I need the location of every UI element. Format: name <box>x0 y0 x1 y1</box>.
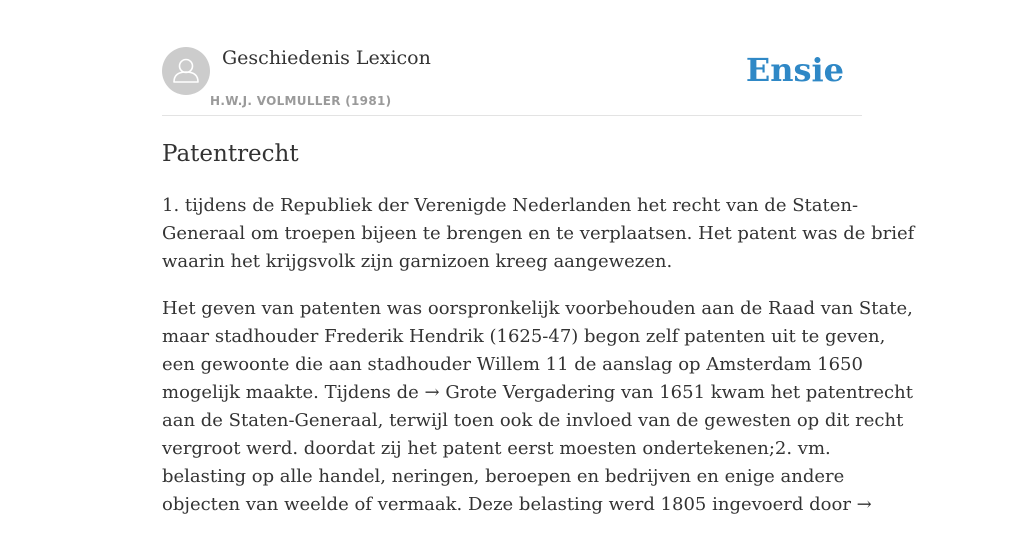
link-cross-reference[interactable]: → <box>856 494 872 515</box>
text-segment: mogelijk maakte. Tijdens de <box>162 382 425 403</box>
source-title[interactable]: Geschiedenis Lexicon <box>222 47 431 69</box>
text-line: Het geven van patenten was oorspronkelijk voorbehouden aan de Raad van State, <box>162 298 913 319</box>
text-line: belasting op alle handel, neringen, beroepen en bedrijven en enige andere <box>162 466 845 487</box>
entry-title: Patentrecht <box>162 141 299 167</box>
entry-header <box>162 0 862 116</box>
text-line: waarin het krijgsvolk zijn garnizoen kreeg aangewezen. <box>162 251 673 272</box>
text-segment: objecten van weelde of vermaak. Deze belasting werd 1805 ingevoerd door <box>162 494 857 515</box>
text-line: een gewoonte die aan stadhouder Willem 11 de aanslag op Amsterdam 1650 <box>162 354 863 375</box>
ensie-logo[interactable]: Ensie <box>745 51 844 89</box>
text-line <box>162 379 913 407</box>
text-line: 1. tijdens de Republiek der Verenigde Nederlanden het recht van de Staten- <box>162 195 859 216</box>
paragraph-2 <box>162 295 913 519</box>
text-line: aan de Staten-Generaal, terwijl toen ook de invloed van de gewesten op dit recht <box>162 410 904 431</box>
source-author[interactable]: H.W.J. VOLMULLER (1981) <box>210 94 392 108</box>
link-grote-vergadering[interactable]: → Grote Vergadering van 1651 <box>424 382 706 403</box>
entry-page <box>162 0 915 515</box>
author-avatar[interactable] <box>162 47 210 95</box>
text-line: maar stadhouder Frederik Hendrik (1625-47) begon zelf patenten uit te geven, <box>162 326 886 347</box>
paragraph-1 <box>162 192 915 276</box>
text-line: vergroot werd. doordat zij het patent eerst moesten ondertekenen;2. vm. <box>162 438 831 459</box>
text-line: Generaal om troepen bijeen te brengen en te verplaatsen. Het patent was de brief <box>162 223 915 244</box>
user-icon <box>162 47 210 95</box>
text-segment: kwam het patentrecht <box>705 382 913 403</box>
entry-body <box>162 192 915 538</box>
text-line <box>162 491 872 519</box>
